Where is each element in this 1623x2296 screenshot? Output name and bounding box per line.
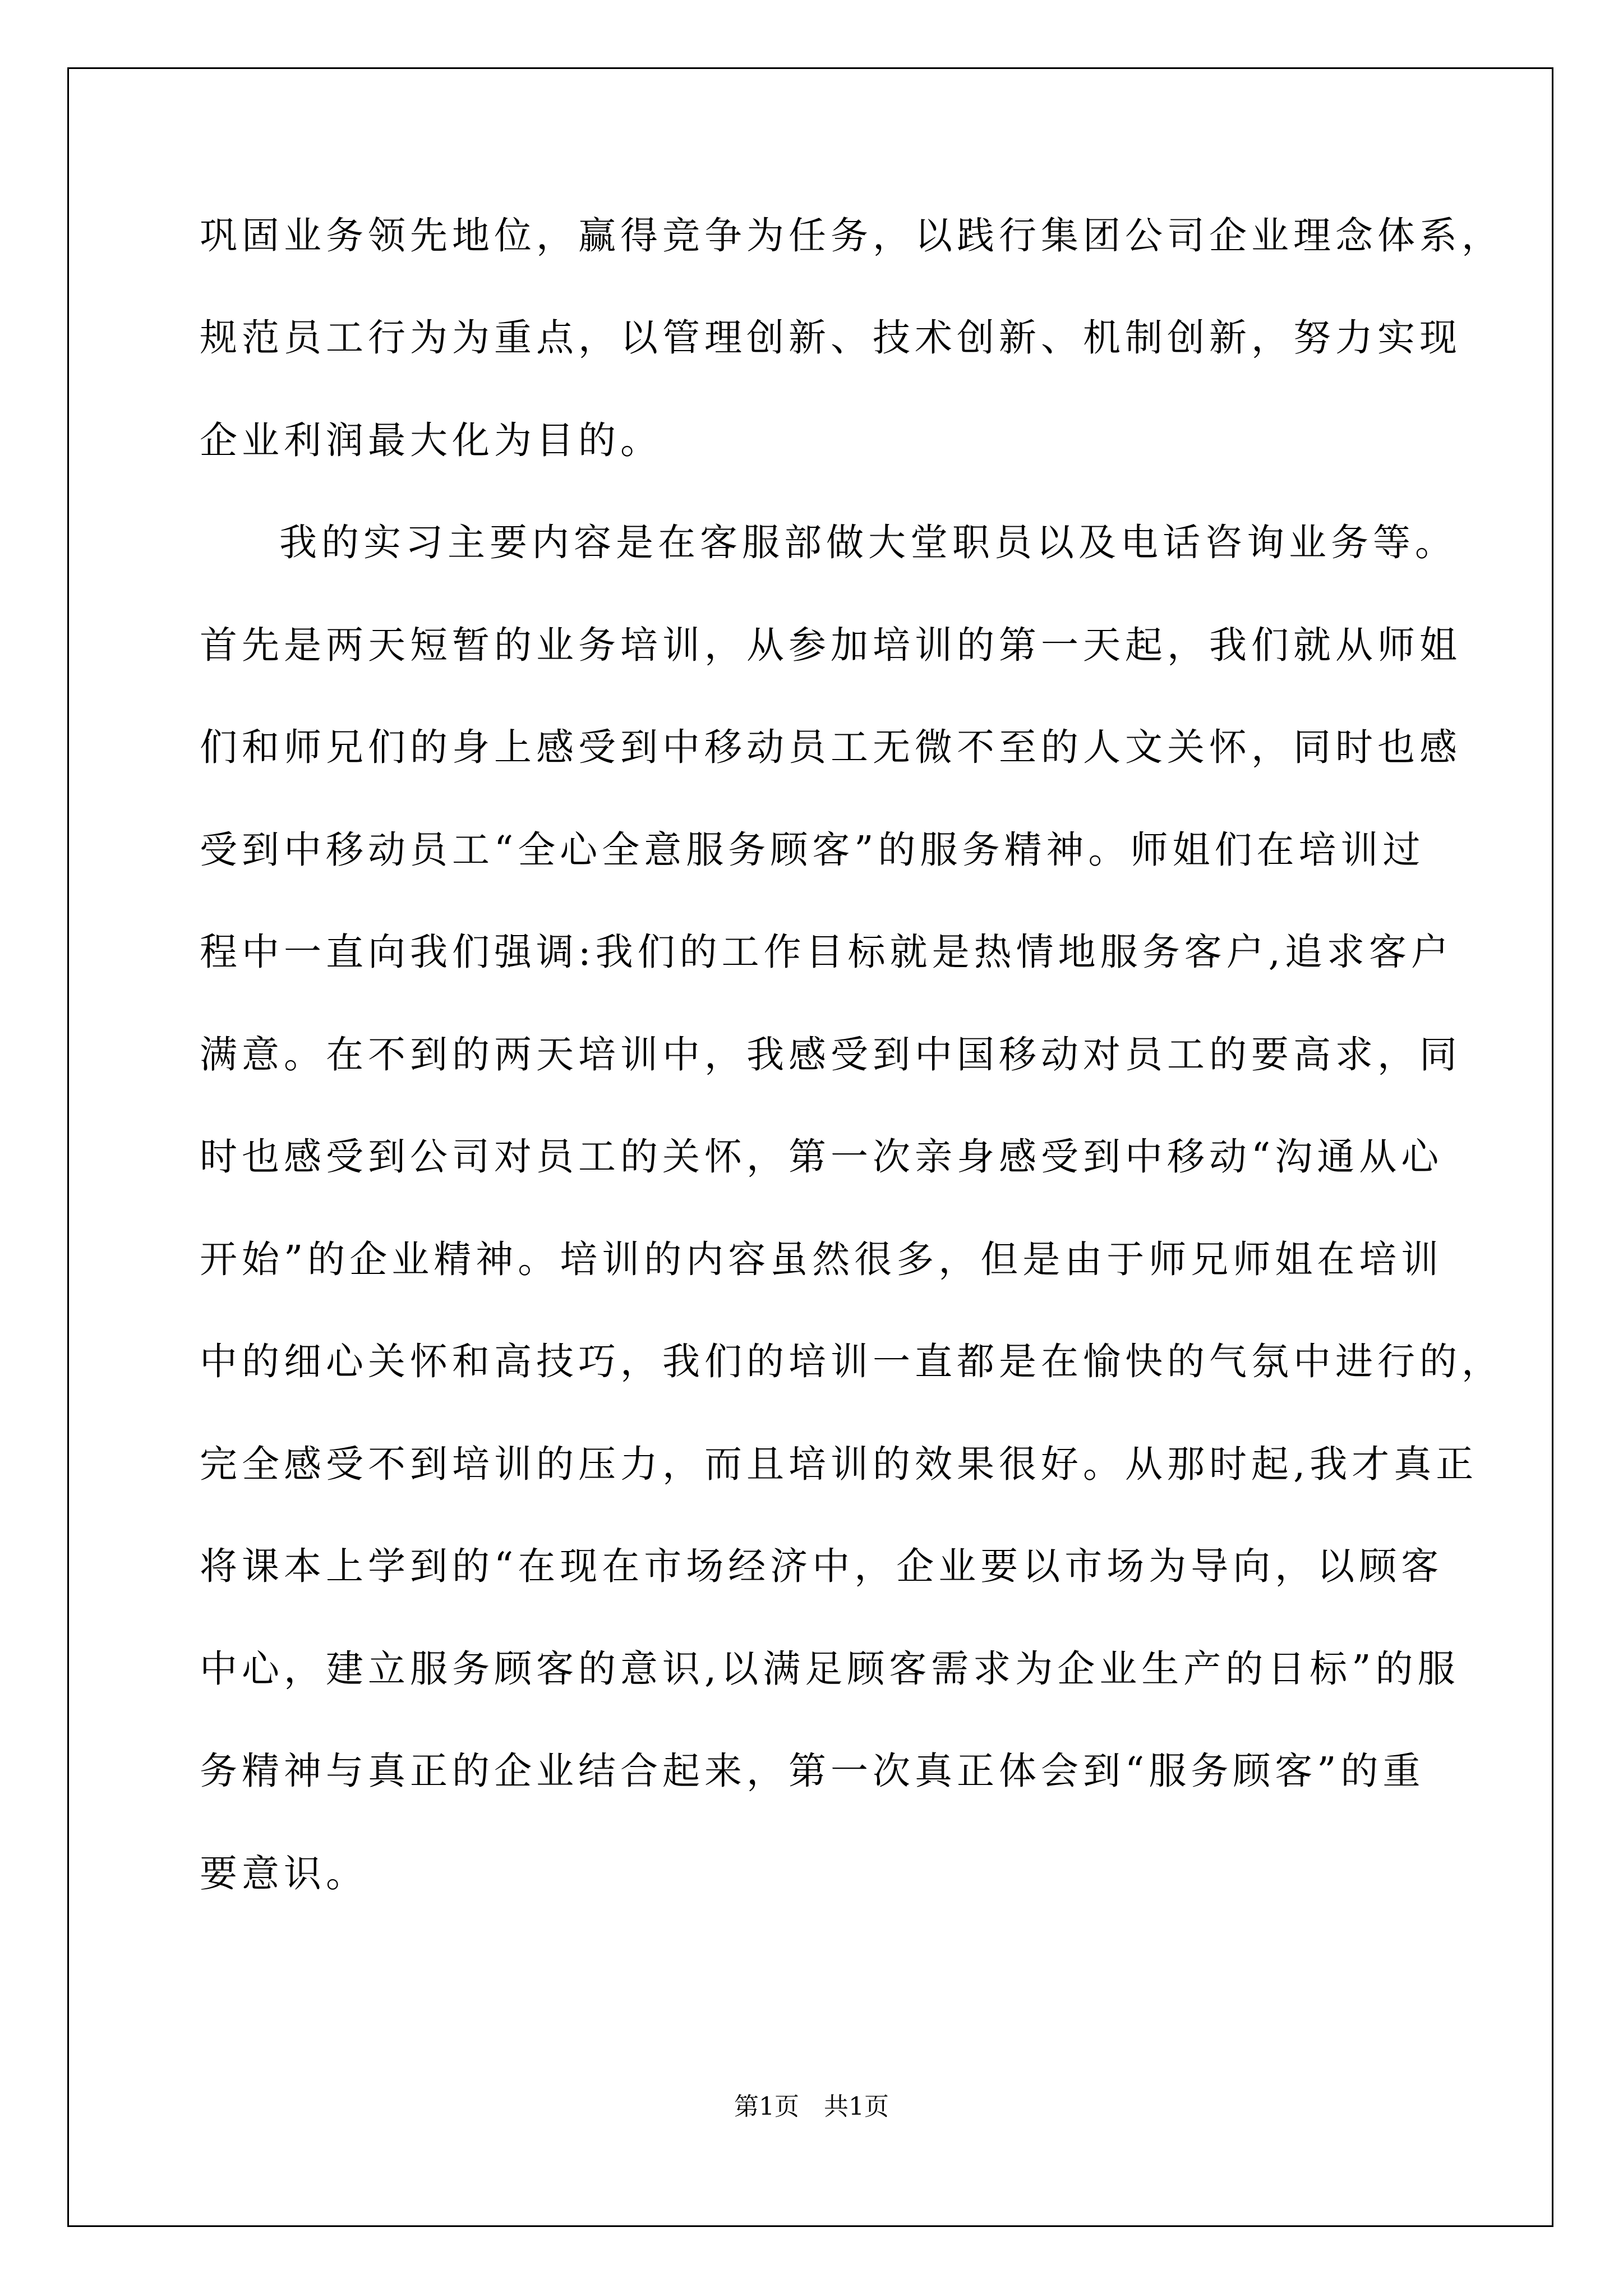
text-line: 们和师兄们的身上感受到中移动员工无微不至的人文关怀，同时也感 — [200, 725, 1461, 769]
text-line: 企业利润最大化为目的。 — [200, 418, 662, 462]
text-line: 受到中移动员工“全心全意服务顾客”的服务精神。师姐们在培训过 — [200, 828, 1425, 872]
text-line: 我的实习主要内容是在客服部做大堂职员以及电话咨询业务等。 — [279, 521, 1457, 564]
text-line: 将课本上学到的“在现在市场经济中，企业要以市场为导向，以顾客 — [200, 1544, 1444, 1588]
text-line: 满意。在不到的两天培训中，我感受到中国移动对员工的要高求，同 — [200, 1033, 1461, 1076]
page-footer: 第1页 共1页 — [734, 2092, 889, 2121]
text-line: 要意识。 — [200, 1852, 368, 1895]
text-line: 中的细心关怀和高技巧，我们的培训一直都是在愉快的气氛中进行的， — [200, 1340, 1504, 1383]
text-line: 规范员工行为为重点，以管理创新、技术创新、机制创新，努力实现 — [200, 316, 1461, 360]
text-line: 中心，建立服务顾客的意识,以满足顾客需求为企业生产的日标”的服 — [200, 1647, 1460, 1691]
text-line: 务精神与真正的企业结合起来，第一次真正体会到“服务顾客”的重 — [200, 1749, 1425, 1793]
text-line: 首先是两天短暂的业务培训，从参加培训的第一天起，我们就从师姐 — [200, 623, 1461, 667]
text-line: 开始”的企业精神。培训的内容虽然很多，但是由于师兄师姐在培训 — [200, 1237, 1444, 1281]
text-line: 时也感受到公司对员工的关怀，第一次亲身感受到中移动“沟通从心 — [200, 1135, 1444, 1179]
text-line: 程中一直向我们强调:我们的工作目标就是热情地服务客户,追求客户 — [200, 930, 1453, 974]
text-line: 完全感受不到培训的压力，而且培训的效果很好。从那时起,我才真正 — [200, 1442, 1478, 1486]
text-line: 巩固业务领先地位，赢得竞争为任务，以践行集团公司企业理念体系， — [200, 214, 1504, 257]
